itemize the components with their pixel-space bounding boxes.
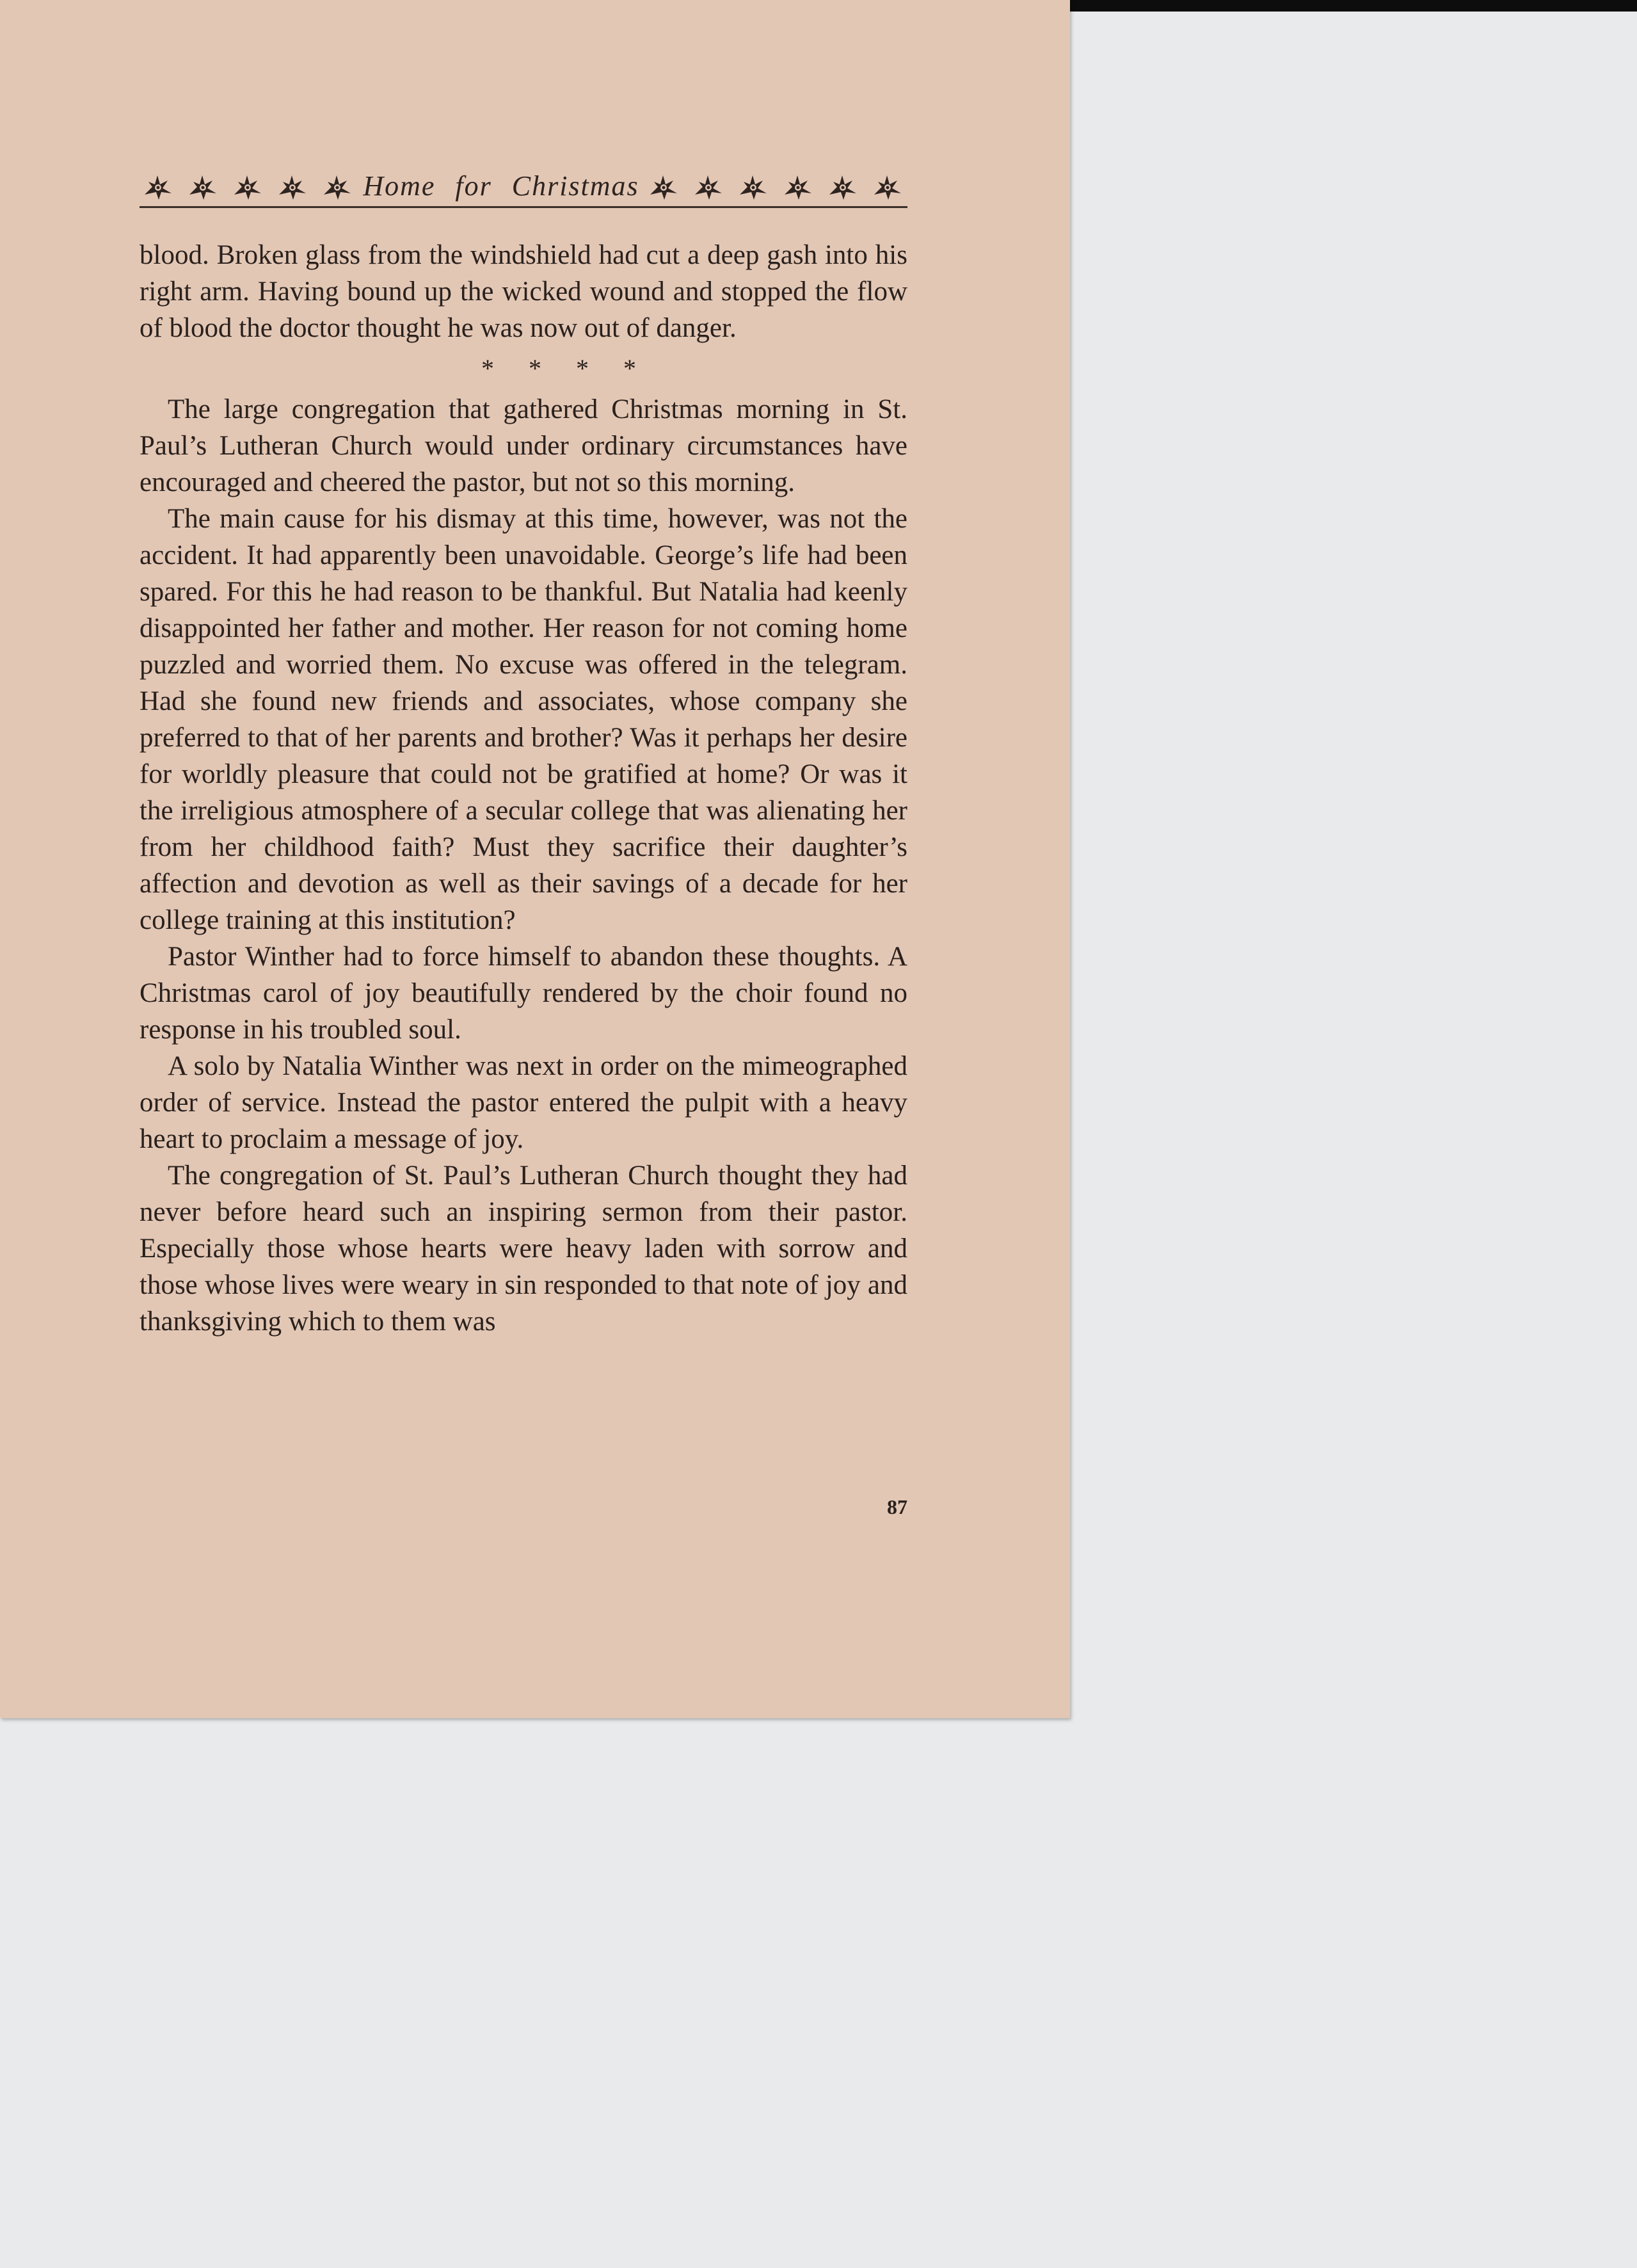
right-ornaments xyxy=(645,169,907,202)
flower-ornament-icon xyxy=(319,169,357,202)
flower-ornament-icon xyxy=(690,169,728,202)
flower-ornament-icon xyxy=(779,169,818,202)
section-break: * * * * xyxy=(481,354,636,383)
flower-ornament-icon xyxy=(140,169,178,202)
running-header xyxy=(140,165,907,208)
body-text xyxy=(140,237,907,1340)
running-title: Home for Christmas xyxy=(363,170,639,202)
flower-ornament-icon xyxy=(735,169,773,202)
flower-ornament-icon xyxy=(229,169,268,202)
book-page xyxy=(0,0,1070,1718)
paragraph: The congregation of St. Paul’s Lutheran Church thought they had never before heard such an inspiring sermon from their pastor. Especially those whose hearts were heavy laden with sorrow and those whose lives were weary in sin responded to that note of joy and thanksgiving which to them was xyxy=(140,1161,907,1337)
paragraph: The main cause for his dismay at this time, however, was not the accident. It had apparently been unavoidable. George’s life had been spared. For this he had reason to be thankful. But Natalia had keenly disappointed her father and mother. Her reason for not coming home puzzled and worried them. No excuse was offered in the telegram. Had she found new friends and associates, whose company she preferred to that of her parents and brother? Was it perhaps her desire for worldly pleasure that could not be gratified at home? Or was it the irreligious atmosphere of a secular college that was alienating her from her childhood faith? Must they sacrifice their daughter’s affection and devotion as well as their savings of a decade for her college training at this institution? xyxy=(140,504,907,935)
flower-ornament-icon xyxy=(869,169,907,202)
paragraph: The large congregation that gathered Christmas morning in St. Paul’s Lutheran Church would under ordinary circumstances have encouraged and cheered the pastor, but not so this morning. xyxy=(140,394,907,497)
flower-ornament-icon xyxy=(184,169,223,202)
flower-ornament-icon xyxy=(274,169,312,202)
scanner-edge xyxy=(1062,0,1637,12)
flower-ornament-icon xyxy=(824,169,863,202)
paragraph: Pastor Winther had to force himself to abandon these thoughts. A Christmas carol of joy beautifully rendered by the choir found no response in his troubled soul. xyxy=(140,942,907,1045)
flower-ornament-icon xyxy=(645,169,683,202)
left-ornaments xyxy=(140,169,357,202)
page-number: 87 xyxy=(887,1495,907,1518)
paragraph: A solo by Natalia Winther was next in order on the mimeographed order of service. Instead the pastor entered the pulpit with a heavy heart to proclaim a message of joy. xyxy=(140,1051,907,1154)
paragraph-continuation: blood. Broken glass from the windshield had cut a deep gash into his right arm. Having bound up the wicked wound and stopped the flow of blood the doctor thought he was now out of danger. xyxy=(140,240,907,343)
